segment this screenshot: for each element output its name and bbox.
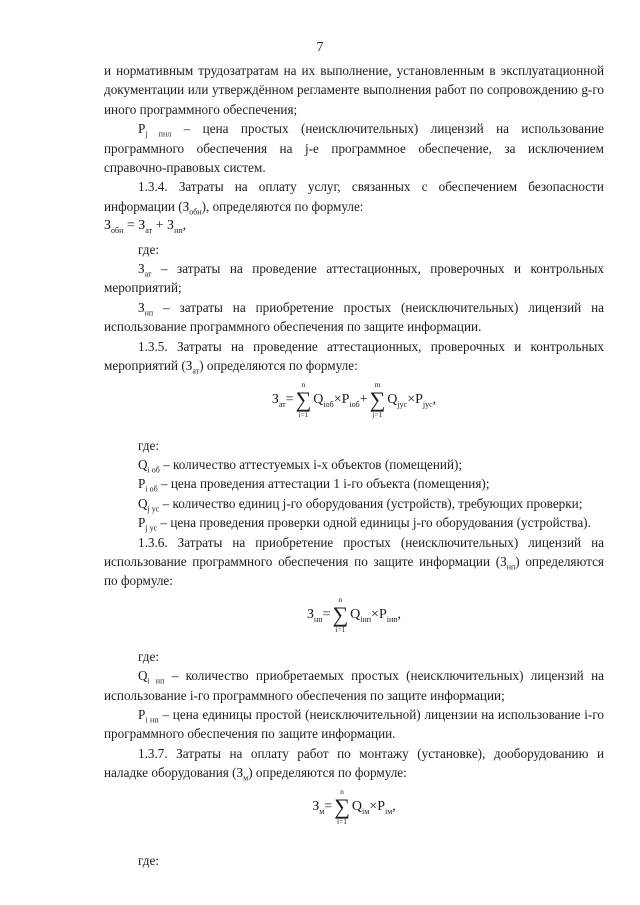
sum-symbol: n ∑ i=1 <box>332 594 349 634</box>
formula-z-obn: $З_{обн} = З_{ат} + З_{нп}$, <box>104 218 187 236</box>
where-label-4: где: <box>138 852 159 868</box>
formula-z-at: $З_{ат}=$ n ∑ i=1 $Q_{iоб}\times P_{iоб}+$ m ∑ j=1 $Q_{jус}\times P_{jус}$, <box>271 379 437 419</box>
page-number: 7 <box>316 40 324 55</box>
document-body <box>104 61 604 870</box>
where-label-3: где: <box>138 648 159 664</box>
sum-symbol: n ∑ i=1 <box>334 786 350 826</box>
section-1-3-4: 1.3.4. Затраты на оплату услуг, связанных с обеспечением безопасности информации $(З_{обн})$, определяются по формуле: <box>104 179 604 217</box>
paragraph-pi-pnl: $P_{j пнл}$ – цена простых (неисключительных) лицензий на использование программного обеспечения на j-е программное обеспечение, за исключением справочно-правовых систем. <box>104 121 604 176</box>
def-p-inp: $P_{i нп}$ – цена единицы простой (неисключительной) лицензии на использование i-го программного обеспечения по защите информации. <box>104 706 604 742</box>
paragraph-top: и нормативным трудозатратам на их выполнение, установленным в эксплуатационной документации или утверждённом регламенте выполнения работ по сопровождению g-го иного программного обеспечения; <box>104 63 604 117</box>
sum-symbol: n ∑ i=1 <box>295 379 312 419</box>
def-q-inp: $Q_{i нп}$ – количество приобретаемых простых (неисключительных) лицензий на использование i-го программного обеспечения по защите информации; <box>104 668 604 703</box>
def-z-np: $З_{нп}$ – затраты на приобретение простых (неисключительных) лицензий на использование программного обеспечения по защите информации. <box>104 299 604 335</box>
def-q-jus: $Q_{j ус}$ – количество единиц j-го оборудования (устройств), требующих проверки; <box>138 495 583 514</box>
formula-z-np: $З_{нп}=$ n ∑ i=1 $Q_{iнп}\times P_{iнп}$, <box>306 594 402 634</box>
section-1-3-5: 1.3.5. Затраты на проведение аттестационных, проверочных и контрольных мероприятий $(З_{ат})$ определяются по формуле: <box>104 338 604 376</box>
section-1-3-7: 1.3.7. Затраты на оплату работ по монтажу (установке), дооборудованию и наладке оборудования $(З_м)$ определяются по формуле: <box>104 745 604 783</box>
def-z-at: $З_{ат}$ – затраты на проведение аттестационных, проверочных и контрольных мероприятий; <box>104 261 604 296</box>
section-1-3-6: 1.3.6. Затраты на приобретение простых (неисключительных) лицензий на использование программного обеспечения по защите информации $(З_{нп})$ определяются по формуле: <box>104 534 604 589</box>
sum-symbol: m ∑ j=1 <box>369 379 386 419</box>
def-p-jus: $P_{j ус}$ – цена проведения проверки одной единицы j-го оборудования (устройства). <box>138 515 591 533</box>
def-q-iob: $Q_{i об}$ – количество аттестуемых i-х объектов (помещений); <box>138 456 463 475</box>
def-p-iob: $P_{i об}$ – цена проведения аттестации 1 i-го объекта (помещения); <box>138 476 490 494</box>
formula-z-m: $З_м=$ n ∑ i=1 $Q_{iм}\times P_{iм}$, <box>312 786 396 826</box>
where-label-1: где: <box>138 241 159 257</box>
where-label-2: где: <box>138 437 159 453</box>
